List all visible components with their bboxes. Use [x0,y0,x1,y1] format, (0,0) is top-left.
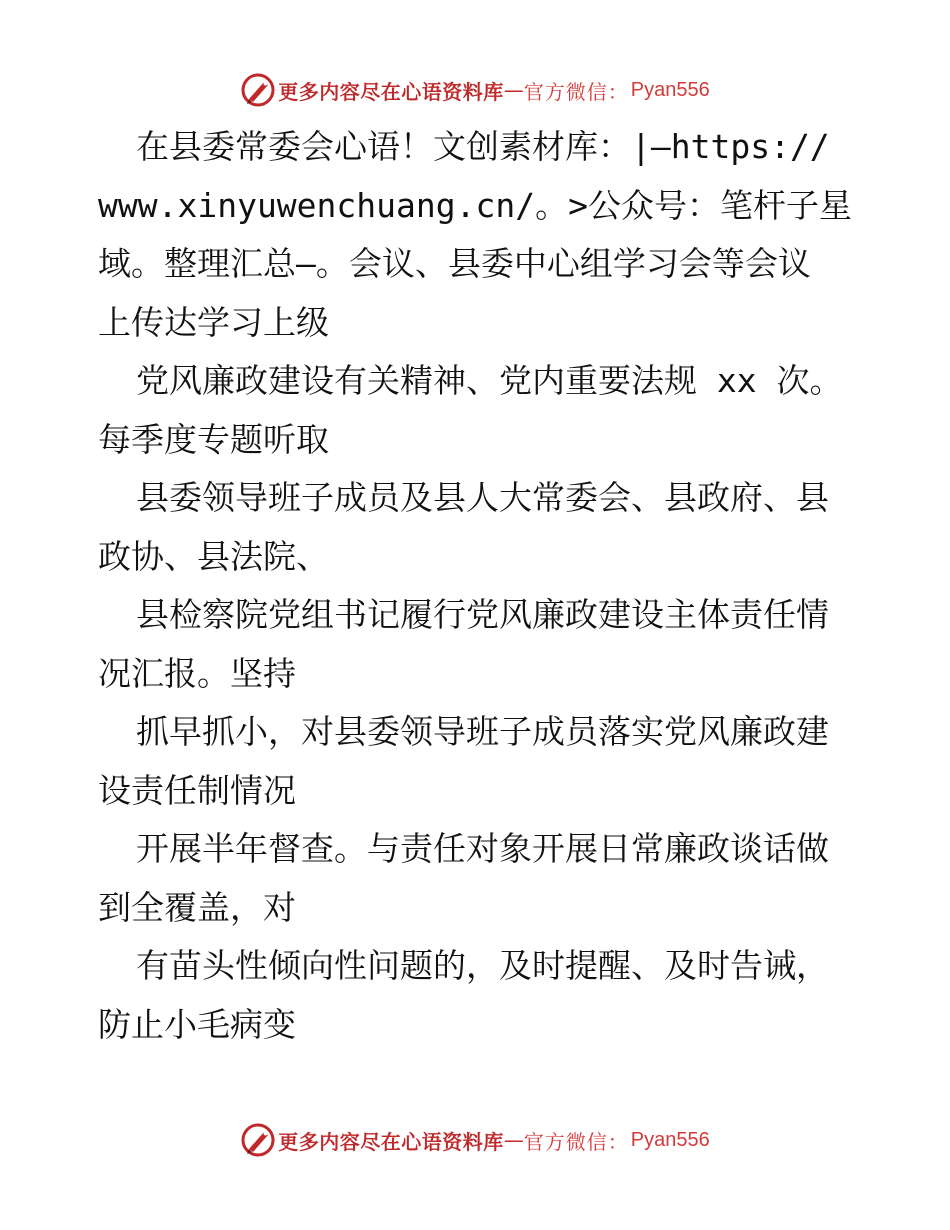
text-line: 县检察院党组书记履行党风廉政建设主体责任情 [136,595,829,634]
text-line: 上传达学习上级 [98,302,329,342]
header-brand: 更多内容尽在心语资料库 [278,79,504,104]
text-line: 每季度专题听取 [98,419,329,459]
text-line: 况汇报。坚持 [98,653,296,693]
text-line: 抓早抓小，对县委领导班子成员落实党风廉政建 [136,712,829,751]
document-body [98,118,858,1054]
text-line: 党风廉政建设有关精神、党内重要法规 xx 次。 [136,361,843,400]
text-line: 到全覆盖，对 [98,887,296,927]
text-line: 开展半年督查。与责任对象开展日常廉政谈话做 [136,829,829,868]
footer-banner [0,1120,950,1160]
pen-logo-icon [240,72,276,108]
footer-separator: — [503,1128,524,1152]
text-line: 有苗头性倾向性问题的，及时提醒、及时告诫， [136,946,829,985]
text-line: 域。整理汇总—。会议、县委中心组学习会等会议 [98,244,811,283]
text-line: www.xinyuwenchuang.cn/。>公众号：笔杆子星 [98,185,852,225]
text-line: 防止小毛病变 [98,1004,296,1044]
header-official-label: 官方微信： [523,79,629,104]
footer-wechat-id: Pyan556 [630,1128,710,1151]
text-line: 设责任制情况 [98,770,296,810]
footer-official-label: 官方微信： [523,1129,629,1154]
header-banner [0,70,950,110]
pen-logo-icon [240,1122,276,1158]
header-separator: — [503,78,524,102]
header-wechat-id: Pyan556 [630,78,710,101]
text-line: 县委领导班子成员及县人大常委会、县政府、县 [136,478,829,517]
footer-brand: 更多内容尽在心语资料库 [278,1129,504,1154]
text-line: 在县委常委会心语！文创素材库：|—https:// [136,127,830,166]
text-line: 政协、县法院、 [98,536,329,576]
